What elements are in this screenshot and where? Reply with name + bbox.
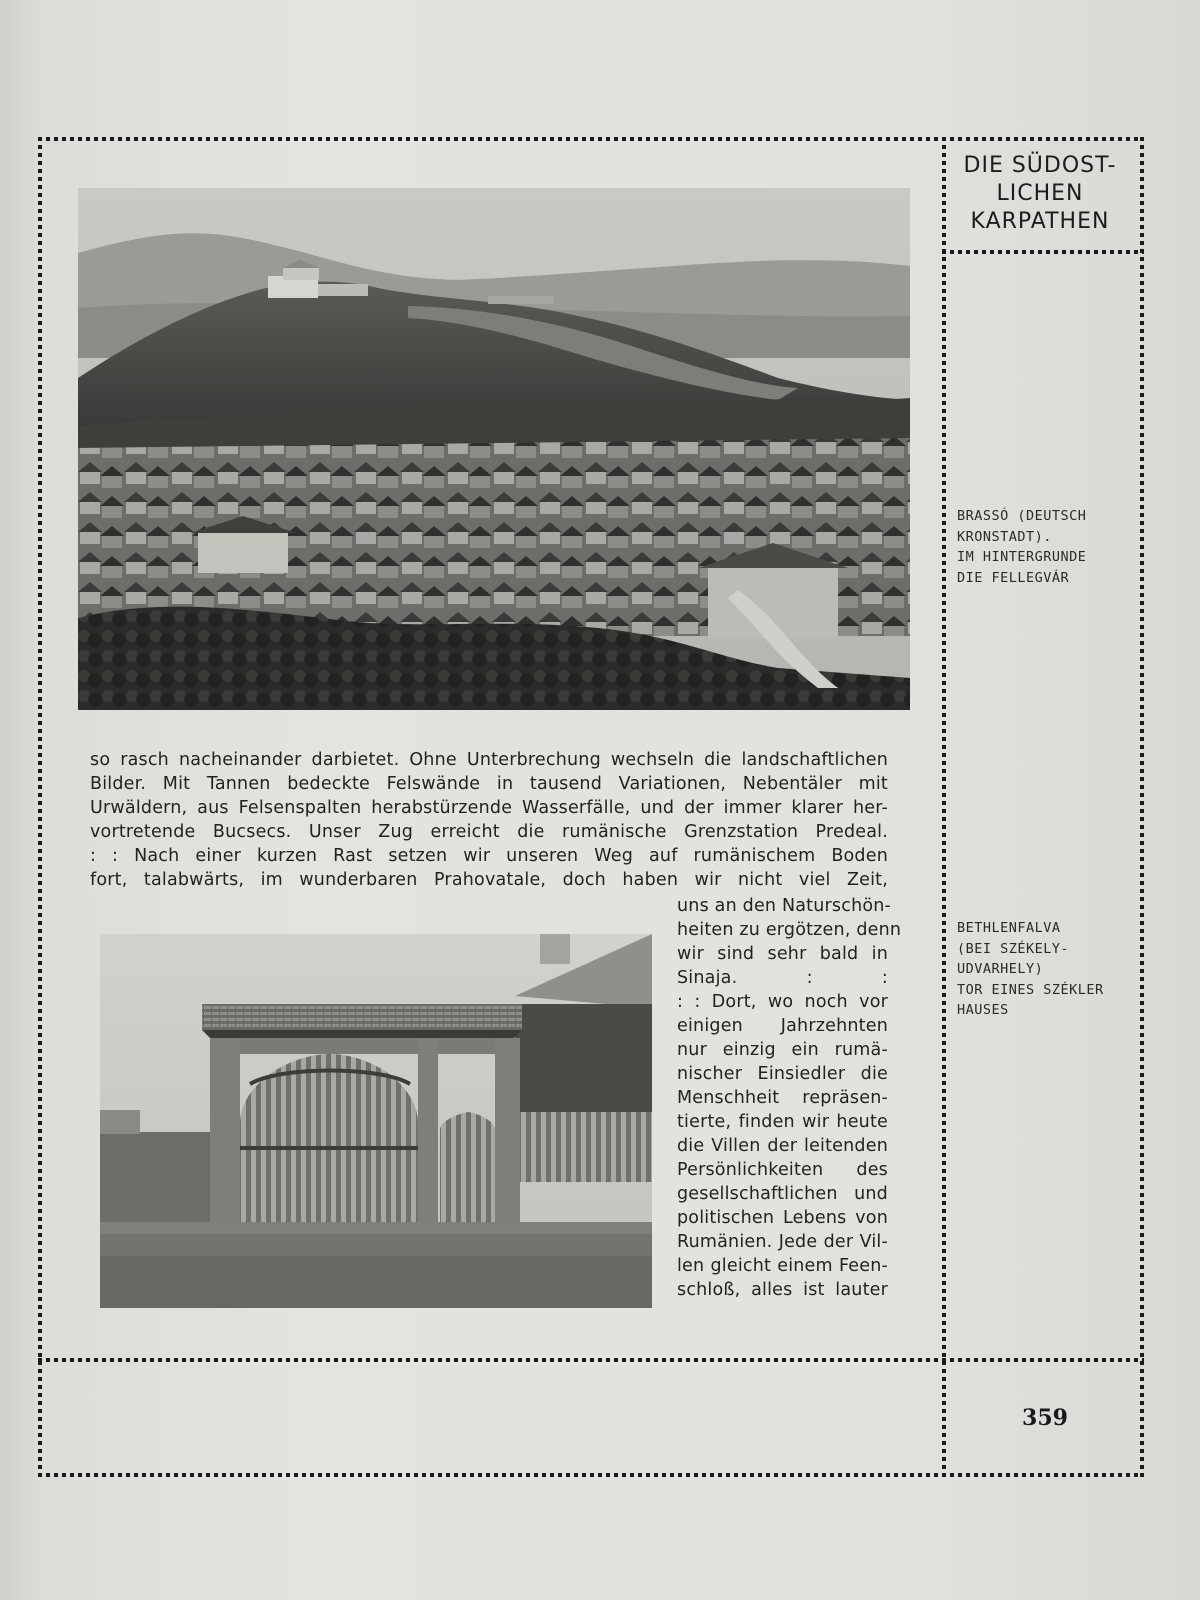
footer-divider bbox=[38, 1358, 1144, 1362]
section-heading-line1: DIE SÜDOST- bbox=[963, 153, 1117, 178]
text-line: Urwäldern, aus Felsenspalten herabstürzende Wasserfälle, und der immer klarer her- bbox=[90, 798, 888, 818]
text-line: heiten zu ergötzen, denn bbox=[677, 920, 902, 940]
section-heading-line3: KARPATHEN bbox=[970, 209, 1110, 234]
text-line: Persönlichkeiten des bbox=[677, 1160, 888, 1180]
frame-left-border bbox=[38, 137, 42, 1477]
frame-column-divider bbox=[942, 137, 946, 1477]
text-line: wir sind sehr bald in bbox=[677, 944, 888, 964]
caption-line: BETHLENFALVA bbox=[957, 920, 1061, 936]
caption-line: DIE FELLEGVÁR bbox=[957, 569, 1070, 586]
text-line: len gleicht einem Feen- bbox=[677, 1256, 888, 1276]
text-line: nur einzig ein rumä- bbox=[677, 1040, 888, 1060]
text-line: tierte, finden wir heute bbox=[677, 1112, 888, 1132]
text-line: Rumänien. Jede der Vil- bbox=[677, 1232, 888, 1252]
frame-bottom-border bbox=[38, 1473, 1144, 1477]
heading-underline bbox=[942, 250, 1144, 254]
text-line: schloß, alles ist lauter bbox=[677, 1280, 888, 1300]
text-line: Sinaja. : : bbox=[677, 968, 888, 988]
text-line: Bilder. Mit Tannen bedeckte Felswände in tausend Variationen, Nebentäler mit bbox=[90, 774, 888, 794]
section-heading-line2: LICHEN bbox=[996, 181, 1084, 206]
caption-line: KRONSTADT). bbox=[957, 528, 1052, 545]
text-line: Menschheit repräsen- bbox=[677, 1088, 888, 1108]
caption-line: (BEI SZÉKELY- bbox=[957, 940, 1070, 957]
text-line: vortretende Bucsecs. Unser Zug erreicht die rumänische Grenzstation Predeal. bbox=[90, 822, 888, 842]
frame-right-border bbox=[1140, 137, 1144, 1477]
bottom-photo-caption bbox=[957, 918, 1137, 1021]
page-number: 359 bbox=[1022, 1405, 1068, 1431]
caption-line: TOR EINES SZÉKLER bbox=[957, 981, 1104, 998]
caption-line: BRASSÓ (DEUTSCH bbox=[957, 508, 1087, 524]
text-line: : : Nach einer kurzen Rast setzen wir unseren Weg auf rumänischem Boden bbox=[90, 846, 888, 866]
top-photo-caption bbox=[957, 506, 1137, 588]
text-line: nischer Einsiedler die bbox=[677, 1064, 888, 1084]
text-line: so rasch nacheinander darbietet. Ohne Unterbrechung wechseln die landschaftlichen bbox=[90, 750, 888, 770]
szekler-gate-photo bbox=[100, 934, 652, 1308]
brasso-town-photo bbox=[78, 188, 910, 710]
body-paragraph-narrow bbox=[677, 894, 902, 1302]
text-line: : : Dort, wo noch vor bbox=[677, 992, 888, 1012]
text-line: politischen Lebens von bbox=[677, 1208, 888, 1228]
caption-line: HAUSES bbox=[957, 1002, 1009, 1018]
text-line: einigen Jahrzehnten bbox=[677, 1016, 888, 1036]
frame-top-border bbox=[38, 137, 1144, 141]
text-line: uns an den Naturschön- bbox=[677, 896, 892, 916]
section-heading bbox=[950, 152, 1130, 236]
text-line: fort, talabwärts, im wunderbaren Prahovatale, doch haben wir nicht viel Zeit, bbox=[90, 870, 888, 890]
caption-line: UDVARHELY) bbox=[957, 961, 1044, 977]
body-paragraph-wide bbox=[90, 748, 888, 892]
text-line: gesellschaftlichen und bbox=[677, 1184, 888, 1204]
caption-line: IM HINTERGRUNDE bbox=[957, 549, 1087, 565]
text-line: die Villen der leitenden bbox=[677, 1136, 888, 1156]
